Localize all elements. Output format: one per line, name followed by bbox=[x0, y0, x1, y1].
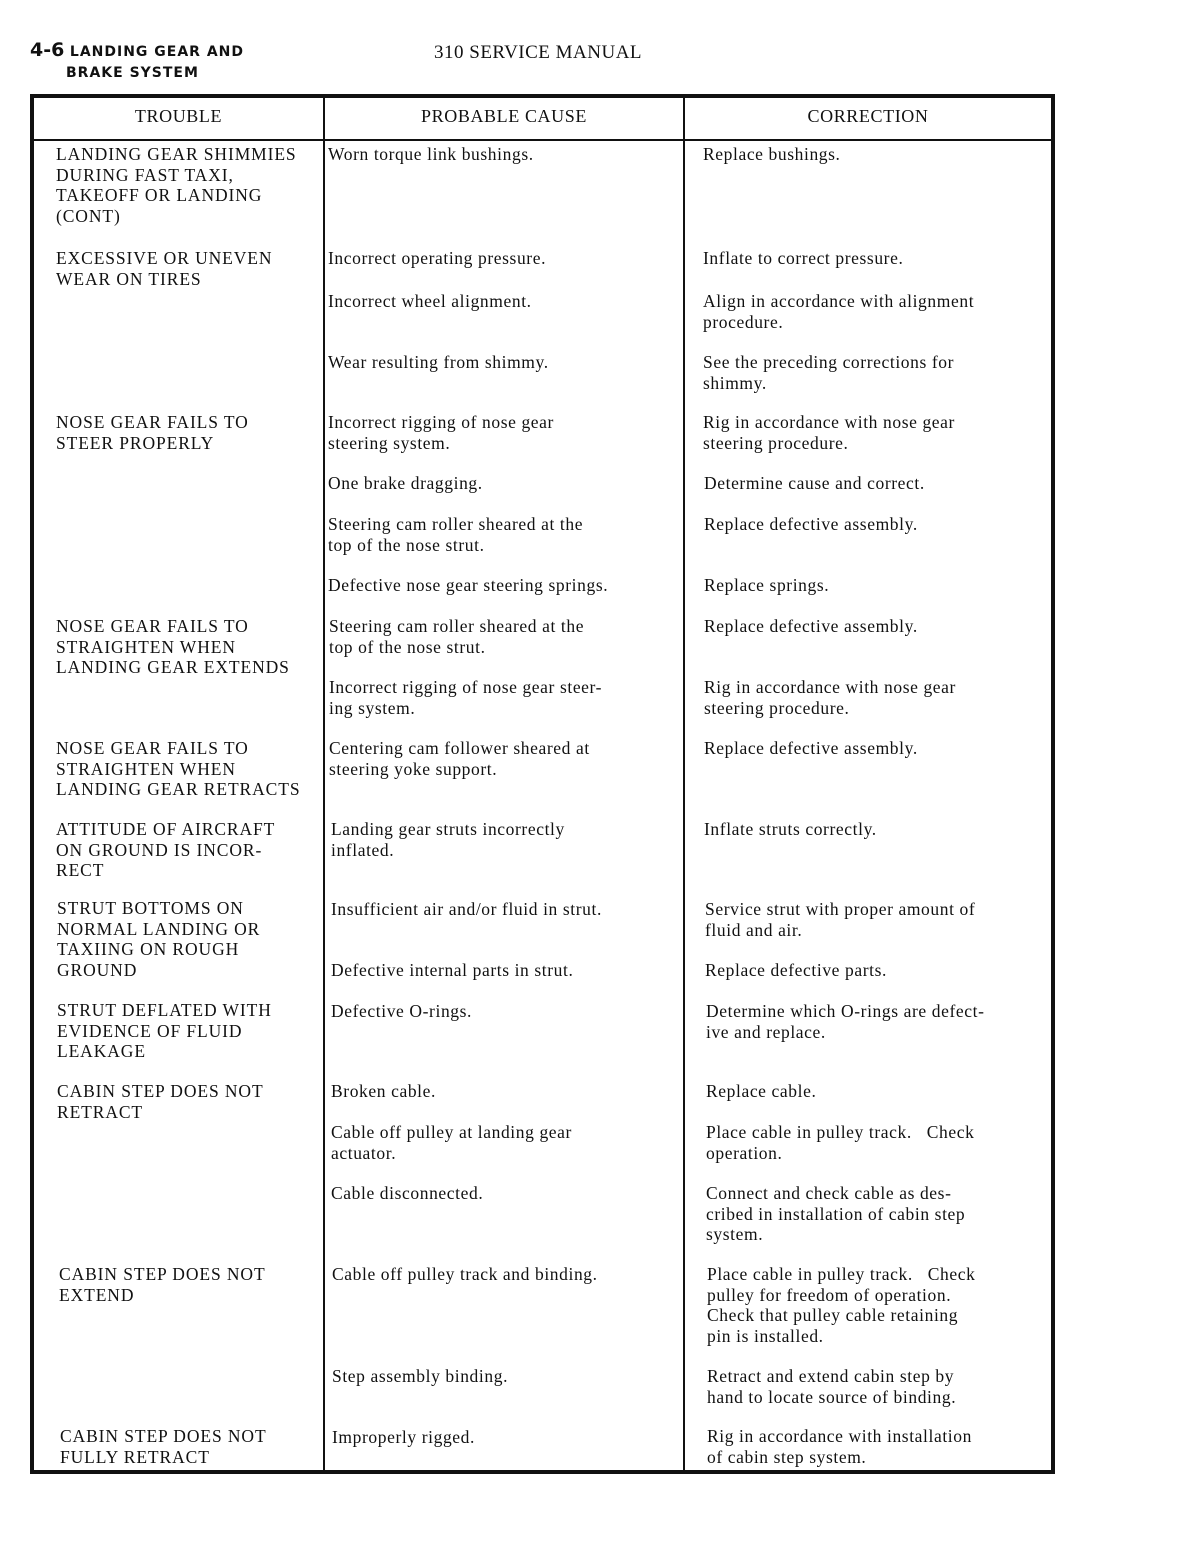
cause-cell: Incorrect wheel alignment. bbox=[328, 291, 532, 311]
cause-cell: Cable off pulley track and binding. bbox=[332, 1264, 598, 1284]
trouble-cell: ATTITUDE OF AIRCRAFT ON GROUND IS INCOR- RECT bbox=[56, 819, 276, 880]
manual-title: 310 SERVICE MANUAL bbox=[434, 42, 643, 63]
cause-cell: Incorrect operating pressure. bbox=[328, 248, 547, 268]
cause-cell: Improperly rigged. bbox=[332, 1427, 475, 1447]
correction-cell: Replace defective assembly. bbox=[704, 514, 918, 534]
correction-cell: Replace bushings. bbox=[703, 144, 841, 164]
cause-cell: Steering cam roller sheared at the top of the nose strut. bbox=[328, 514, 584, 555]
column-header-probable-cause: PROBABLE CAUSE bbox=[421, 106, 587, 126]
correction-cell: Place cable in pulley track. Check pulley for freedom of operation. Check that pulley cable retaining pin is installed. bbox=[707, 1264, 976, 1346]
trouble-cell: EXCESSIVE OR UNEVEN WEAR ON TIRES bbox=[56, 248, 273, 289]
trouble-cell: NOSE GEAR FAILS TO STRAIGHTEN WHEN LANDING GEAR RETRACTS bbox=[56, 738, 301, 799]
section-title-line1: LANDING GEAR AND bbox=[69, 44, 245, 60]
correction-cell: Determine which O-rings are defect- ive and replace. bbox=[706, 1001, 985, 1042]
correction-cell: Replace defective assembly. bbox=[704, 616, 918, 636]
correction-cell: Rig in accordance with installation of cabin step system. bbox=[707, 1426, 972, 1467]
cause-cell: One brake dragging. bbox=[328, 473, 483, 493]
header-divider bbox=[34, 139, 1051, 141]
cause-cell: Defective nose gear steering springs. bbox=[328, 575, 609, 595]
trouble-cell: STRUT BOTTOMS ON NORMAL LANDING OR TAXIING ON ROUGH GROUND bbox=[57, 898, 261, 980]
cause-cell: Incorrect rigging of nose gear steer- ing system. bbox=[329, 677, 603, 718]
correction-cell: Retract and extend cabin step by hand to locate source of binding. bbox=[707, 1366, 957, 1407]
cause-cell: Wear resulting from shimmy. bbox=[328, 352, 549, 372]
column-divider bbox=[683, 98, 685, 1470]
correction-cell: Replace cable. bbox=[706, 1081, 817, 1101]
cause-cell: Insufficient air and/or fluid in strut. bbox=[331, 899, 602, 919]
cause-cell: Broken cable. bbox=[331, 1081, 436, 1101]
correction-cell: Rig in accordance with nose gear steering procedure. bbox=[704, 677, 956, 718]
correction-cell: Align in accordance with alignment procedure. bbox=[703, 291, 975, 332]
trouble-cell: STRUT DEFLATED WITH EVIDENCE OF FLUID LEAKAGE bbox=[57, 1000, 272, 1061]
correction-cell: Replace springs. bbox=[704, 575, 830, 595]
correction-cell: Service strut with proper amount of fluid and air. bbox=[705, 899, 976, 940]
correction-cell: Connect and check cable as des- cribed in installation of cabin step system. bbox=[706, 1183, 966, 1244]
trouble-cell: CABIN STEP DOES NOT EXTEND bbox=[59, 1264, 266, 1305]
column-header-trouble: TROUBLE bbox=[134, 106, 223, 126]
troubleshooting-table bbox=[30, 94, 1055, 1474]
trouble-cell: CABIN STEP DOES NOT RETRACT bbox=[57, 1081, 264, 1122]
correction-cell: Inflate to correct pressure. bbox=[703, 248, 904, 268]
correction-cell: Determine cause and correct. bbox=[704, 473, 925, 493]
page-header-section bbox=[30, 40, 244, 84]
column-header-correction: CORRECTION bbox=[807, 106, 929, 126]
section-title-line2: BRAKE SYSTEM bbox=[66, 65, 199, 81]
cause-cell: Steering cam roller sheared at the top of the nose strut. bbox=[329, 616, 585, 657]
cause-cell: Centering cam follower sheared at steering yoke support. bbox=[329, 738, 590, 779]
cause-cell: Defective O-rings. bbox=[331, 1001, 473, 1021]
cause-cell: Landing gear struts incorrectly inflated. bbox=[331, 819, 565, 860]
correction-cell: Inflate struts correctly. bbox=[704, 819, 877, 839]
page-number: 4-6 bbox=[30, 39, 65, 61]
correction-cell: Replace defective assembly. bbox=[704, 738, 918, 758]
cause-cell: Worn torque link bushings. bbox=[328, 144, 534, 164]
cause-cell: Step assembly binding. bbox=[332, 1366, 509, 1386]
trouble-cell: LANDING GEAR SHIMMIES DURING FAST TAXI, TAKEOFF OR LANDING (CONT) bbox=[56, 144, 297, 226]
column-divider bbox=[323, 98, 325, 1470]
cause-cell: Incorrect rigging of nose gear steering system. bbox=[328, 412, 554, 453]
correction-cell: Place cable in pulley track. Check operation. bbox=[706, 1122, 975, 1163]
cause-cell: Defective internal parts in strut. bbox=[331, 960, 574, 980]
trouble-cell: NOSE GEAR FAILS TO STEER PROPERLY bbox=[56, 412, 249, 453]
cause-cell: Cable off pulley at landing gear actuator. bbox=[331, 1122, 572, 1163]
correction-cell: Rig in accordance with nose gear steering procedure. bbox=[703, 412, 955, 453]
correction-cell: See the preceding corrections for shimmy. bbox=[703, 352, 955, 393]
cause-cell: Cable disconnected. bbox=[331, 1183, 484, 1203]
trouble-cell: CABIN STEP DOES NOT FULLY RETRACT bbox=[60, 1426, 267, 1467]
trouble-cell: NOSE GEAR FAILS TO STRAIGHTEN WHEN LANDING GEAR EXTENDS bbox=[56, 616, 290, 677]
correction-cell: Replace defective parts. bbox=[705, 960, 888, 980]
